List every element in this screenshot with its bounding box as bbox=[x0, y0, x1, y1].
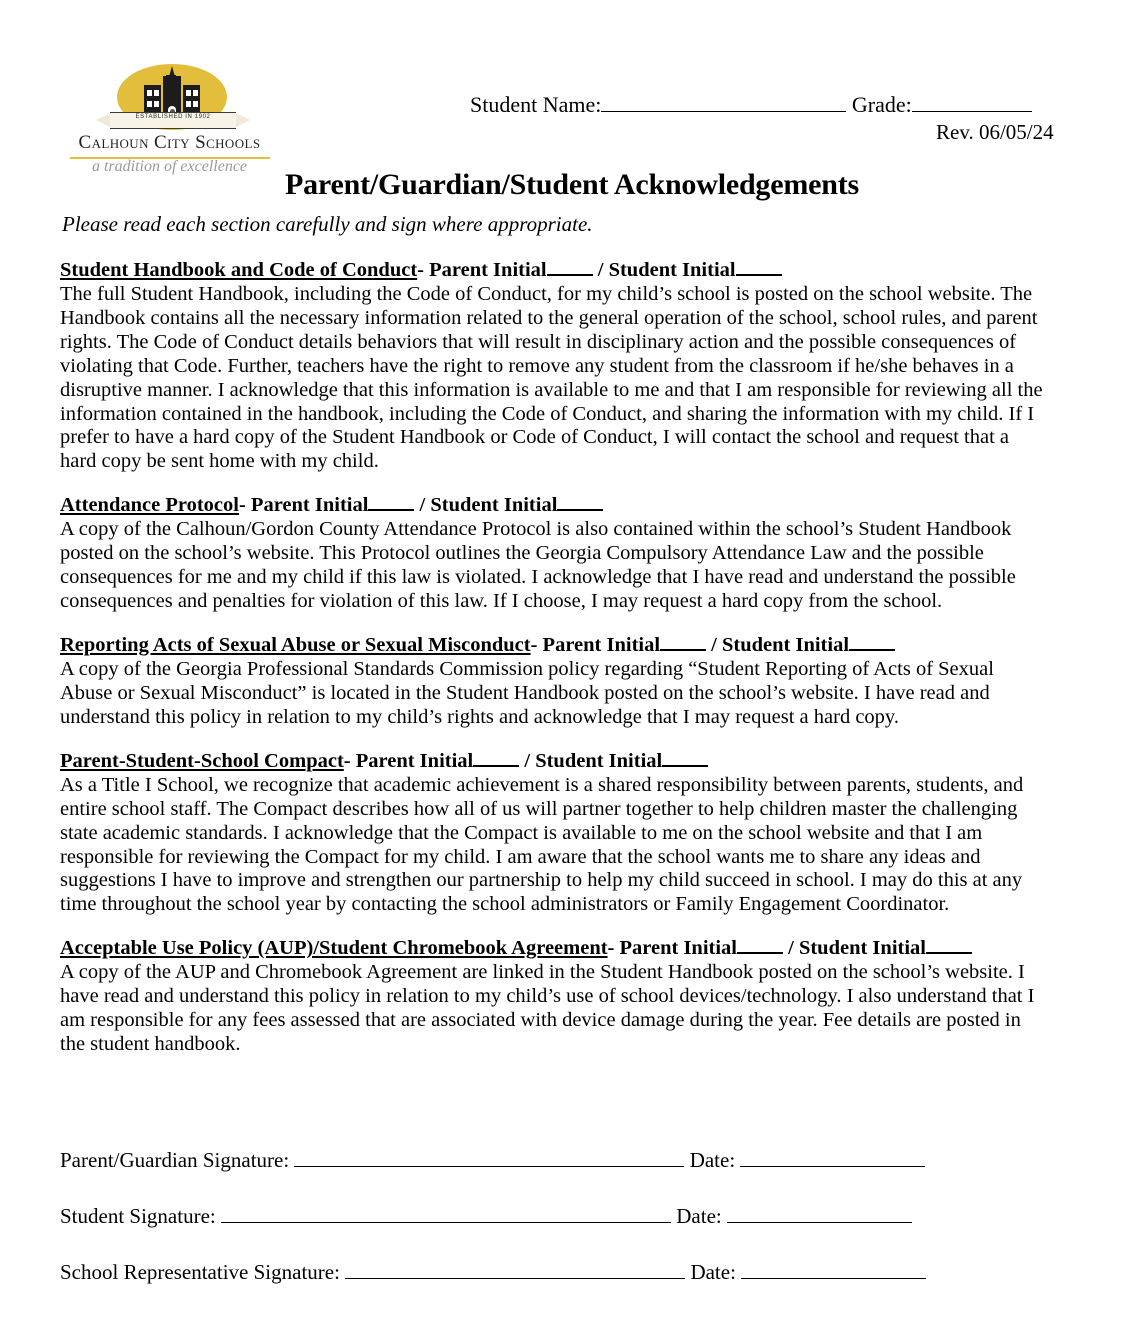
acknowledgement-section bbox=[60, 493, 1050, 614]
grade-label: Grade: bbox=[851, 92, 912, 117]
parent-initial-input[interactable] bbox=[368, 509, 414, 511]
date-label: Date: bbox=[684, 1148, 741, 1172]
logo-school-name: Calhoun City Schools bbox=[78, 132, 261, 153]
section-heading bbox=[60, 258, 1050, 282]
section-body-text: A copy of the Calhoun/Gordon County Attendance Protocol is also contained within the school’s Student Handbook posted on the school’s website. This Protocol outlines the Georgia Compulsory Attendance Law and the possible consequences for me and my child if this law is violated. I acknowledge that I have read and understand the possible consequences and penalties for violation of this law. If I choose, I may request a hard copy from the school. bbox=[60, 518, 1016, 612]
section-heading bbox=[60, 493, 1050, 517]
parent-initial-label: - Parent Initial bbox=[238, 494, 369, 517]
banner-established-text: ESTABLISHED IN 1902 bbox=[135, 114, 211, 120]
grade-input[interactable] bbox=[912, 111, 1032, 112]
student-initial-label: Student Initial bbox=[608, 259, 736, 281]
acknowledgement-section bbox=[60, 749, 1050, 917]
student-initial-label: Student Initial bbox=[430, 494, 558, 517]
window bbox=[147, 90, 152, 96]
student-initial-input[interactable] bbox=[557, 509, 603, 511]
signature-input[interactable] bbox=[294, 1166, 684, 1167]
signature-input[interactable] bbox=[345, 1278, 685, 1279]
banner-tail-right bbox=[236, 113, 250, 127]
parent-initial-label: - Parent Initial bbox=[530, 633, 661, 656]
acknowledgement-sections bbox=[60, 258, 1050, 1076]
acknowledgement-section bbox=[60, 633, 1050, 730]
initial-separator: / bbox=[592, 259, 609, 281]
student-initial-label: Student Initial bbox=[722, 633, 850, 656]
date-input[interactable] bbox=[727, 1222, 912, 1223]
page-subtitle: Please read each section carefully and sign where appropriate. bbox=[62, 212, 593, 236]
window bbox=[193, 90, 198, 96]
parent-initial-input[interactable] bbox=[473, 765, 519, 767]
parent-initial-label: - Parent Initial bbox=[343, 749, 474, 772]
student-initial-input[interactable] bbox=[926, 952, 972, 954]
acknowledgement-section bbox=[60, 936, 1050, 1057]
date-label: Date: bbox=[671, 1204, 727, 1228]
banner-tail-left bbox=[96, 113, 110, 127]
signature-input[interactable] bbox=[221, 1222, 671, 1223]
section-heading-title: Parent-Student-School Compact bbox=[60, 749, 344, 772]
signature-label: Parent/Guardian Signature: bbox=[60, 1148, 295, 1172]
window bbox=[193, 101, 198, 107]
student-initial-input[interactable] bbox=[849, 649, 895, 651]
section-heading bbox=[60, 749, 1050, 773]
section-heading-title: Student Handbook and Code of Conduct bbox=[60, 259, 418, 281]
parent-initial-label: - Parent Initial bbox=[417, 259, 547, 281]
date-label: Date: bbox=[685, 1260, 742, 1284]
section-heading-title: Acceptable Use Policy (AUP)/Student Chromebook Agreement bbox=[60, 937, 608, 960]
window bbox=[147, 101, 152, 107]
initial-separator: / bbox=[414, 494, 431, 517]
document-header bbox=[0, 0, 1144, 175]
window bbox=[186, 101, 191, 107]
signature-row bbox=[60, 1204, 1080, 1229]
parent-initial-input[interactable] bbox=[737, 952, 783, 954]
initial-separator: / bbox=[519, 749, 536, 772]
page-title: Parent/Guardian/Student Acknowledgements bbox=[285, 168, 859, 201]
date-input[interactable] bbox=[740, 1166, 925, 1167]
signature-row bbox=[60, 1148, 1080, 1173]
initial-separator: / bbox=[783, 937, 799, 960]
window bbox=[154, 101, 159, 107]
section-heading-title: Reporting Acts of Sexual Abuse or Sexual Misconduct bbox=[60, 633, 531, 656]
section-body-text: As a Title I School, we recognize that academic achievement is a shared responsibility between parents, students, and entire school staff. The Compact describes how all of us will partner together to help children master the challenging state academic standards. I acknowledge that the Compact is available to me on the school website and that I am responsible for reviewing the Compact for my child. I am aware that the school wants me to share any ideas and suggestions I have to improve and strengthen our partnership to help my child succeed in school. I may do this at any time throughout the school year by contacting the school administrators or Family Engagement Coordinator. bbox=[60, 773, 1024, 916]
student-initial-label: Student Initial bbox=[798, 937, 926, 960]
signature-label: School Representative Signature: bbox=[60, 1260, 346, 1284]
initial-separator: / bbox=[706, 633, 722, 656]
acknowledgement-section bbox=[60, 258, 1050, 474]
signature-label: Student Signature: bbox=[60, 1204, 221, 1228]
parent-initial-input[interactable] bbox=[660, 649, 706, 651]
window bbox=[186, 90, 191, 96]
student-info-line bbox=[470, 92, 1032, 118]
student-initial-input[interactable] bbox=[736, 274, 782, 276]
section-heading bbox=[60, 936, 1050, 960]
section-heading-title: Attendance Protocol bbox=[60, 494, 239, 517]
parent-initial-label: - Parent Initial bbox=[607, 937, 737, 960]
logo-tagline: a tradition of excellence bbox=[91, 158, 248, 175]
section-body-text: A copy of the AUP and Chromebook Agreement are linked in the Student Handbook posted on the school’s website. I have read and understand this policy in relation to my child’s use of school devices/technology. I also understand that I am responsible for any fees assessed that are associated with device damage during the year. Fee details are posted in the student handbook. bbox=[60, 961, 1035, 1055]
window bbox=[154, 90, 159, 96]
parent-initial-input[interactable] bbox=[547, 274, 593, 276]
section-body-text: A copy of the Georgia Professional Standards Commission policy regarding “Student Reporting of Acts of Sexual Abuse or Sexual Misconduct” is located in the Student Handbook posted on the school’s website. I have read and understand this policy in relation to my child’s rights and acknowledge that I may request a hard copy. bbox=[60, 658, 994, 728]
student-name-label: Student Name: bbox=[470, 92, 602, 117]
date-input[interactable] bbox=[741, 1278, 926, 1279]
section-heading bbox=[60, 633, 1050, 657]
student-initial-input[interactable] bbox=[662, 765, 708, 767]
logo-crest-icon bbox=[62, 62, 277, 142]
signature-block bbox=[60, 1148, 1080, 1316]
revision-date: Rev. 06/05/24 bbox=[936, 120, 1054, 144]
section-body-text: The full Student Handbook, including the Code of Conduct, for my child’s school is posted on the school website. The Handbook contains all the necessary information related to the general operation of the school, school rules, and parent rights. The Code of Conduct details behaviors that will result in disciplinary action and the possible consequences of violating that Code. Further, teachers have the right to remove any student from the classroom if he/she behaves in a disruptive manner. I acknowledge that this information is available to me and that I am responsible for reviewing all the information contained in the handbook, including the Code of Conduct, and sharing the information with my child. If I prefer to have a hard copy of the Student Handbook or Code of Conduct, I will contact the school and request that a hard copy be sent home with my child. bbox=[60, 283, 1043, 473]
signature-row bbox=[60, 1260, 1080, 1285]
student-initial-label: Student Initial bbox=[535, 749, 663, 772]
student-name-input[interactable] bbox=[601, 111, 846, 112]
